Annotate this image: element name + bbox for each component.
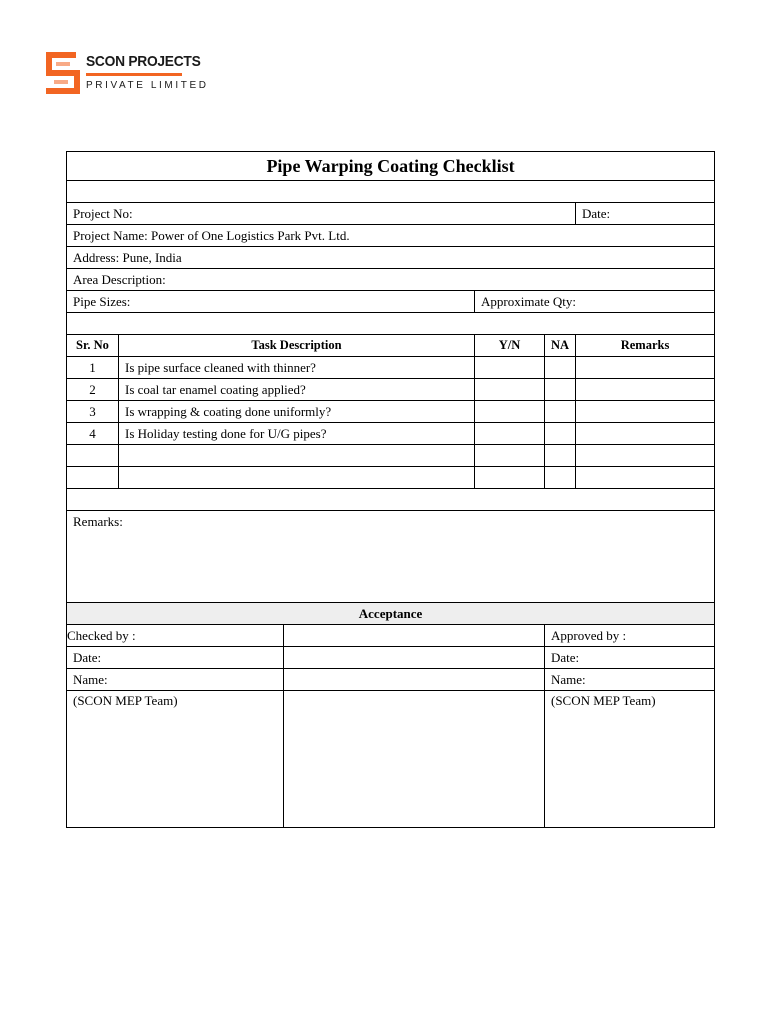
task-yn-cell[interactable] — [475, 467, 545, 489]
project-no-field[interactable]: Project No: — [67, 203, 576, 225]
task-description: Is Holiday testing done for U/G pipes? — [119, 423, 475, 445]
task-sr-no: 3 — [67, 401, 119, 423]
task-row — [67, 423, 715, 445]
approved-name-label: Name: — [545, 669, 715, 691]
project-name-field[interactable]: Project Name: Power of One Logistics Park Pvt. Ltd. — [67, 225, 715, 247]
task-description: Is pipe surface cleaned with thinner? — [119, 357, 475, 379]
company-logo — [46, 50, 209, 100]
task-na-cell[interactable] — [545, 379, 576, 401]
task-yn-cell[interactable] — [475, 423, 545, 445]
task-remarks-cell[interactable] — [576, 357, 715, 379]
approved-by-label: Approved by : — [545, 625, 715, 647]
task-remarks-cell[interactable] — [576, 401, 715, 423]
checklist-form — [66, 151, 715, 828]
col-header-sr-no: Sr. No — [67, 335, 119, 357]
task-remarks-cell[interactable] — [576, 467, 715, 489]
logo-company-name: SCON PROJECTS — [86, 53, 201, 70]
col-header-remarks: Remarks — [576, 335, 715, 357]
checked-name-label: Name: — [67, 669, 284, 691]
logo-subtitle: PRIVATE LIMITED — [86, 80, 209, 91]
task-na-cell[interactable] — [545, 423, 576, 445]
task-row — [67, 401, 715, 423]
task-na-cell[interactable] — [545, 357, 576, 379]
form-title: Pipe Warping Coating Checklist — [67, 152, 715, 181]
approved-date-label: Date: — [545, 647, 715, 669]
blank-row — [67, 181, 715, 203]
task-yn-cell[interactable] — [475, 401, 545, 423]
task-yn-cell[interactable] — [475, 357, 545, 379]
checked-by-label: Checked by : — [67, 625, 284, 647]
task-sr-no: 1 — [67, 357, 119, 379]
task-remarks-cell[interactable] — [576, 423, 715, 445]
task-yn-cell[interactable] — [475, 379, 545, 401]
remarks-field[interactable]: Remarks: — [67, 511, 715, 603]
task-na-cell[interactable] — [545, 445, 576, 467]
task-row — [67, 467, 715, 489]
blank-row — [67, 313, 715, 335]
task-sr-no: 2 — [67, 379, 119, 401]
area-description-field[interactable]: Area Description: — [67, 269, 715, 291]
task-sr-no — [67, 467, 119, 489]
task-yn-cell[interactable] — [475, 445, 545, 467]
task-description: Is coal tar enamel coating applied? — [119, 379, 475, 401]
checked-date-field[interactable] — [284, 647, 545, 669]
scon-logo-icon — [46, 52, 82, 94]
task-sr-no — [67, 445, 119, 467]
checked-name-field[interactable] — [284, 669, 545, 691]
approximate-qty-field[interactable]: Approximate Qty: — [475, 291, 715, 313]
checked-date-label: Date: — [67, 647, 284, 669]
col-header-yn: Y/N — [475, 335, 545, 357]
task-row — [67, 379, 715, 401]
col-header-task: Task Description — [119, 335, 475, 357]
logo-divider — [86, 73, 182, 76]
date-field[interactable]: Date: — [576, 203, 715, 225]
checker-team-block: (SCON MEP Team) — [67, 691, 284, 828]
checked-by-field[interactable] — [284, 625, 545, 647]
acceptance-header: Acceptance — [67, 603, 715, 625]
task-sr-no: 4 — [67, 423, 119, 445]
blank-row — [67, 489, 715, 511]
checker-signature-field[interactable] — [284, 691, 545, 828]
task-na-cell[interactable] — [545, 401, 576, 423]
task-na-cell[interactable] — [545, 467, 576, 489]
task-description — [119, 467, 475, 489]
task-remarks-cell[interactable] — [576, 445, 715, 467]
task-remarks-cell[interactable] — [576, 379, 715, 401]
col-header-na: NA — [545, 335, 576, 357]
task-description — [119, 445, 475, 467]
task-row — [67, 357, 715, 379]
pipe-sizes-field[interactable]: Pipe Sizes: — [67, 291, 475, 313]
address-field[interactable]: Address: Pune, India — [67, 247, 715, 269]
task-row — [67, 445, 715, 467]
task-description: Is wrapping & coating done uniformly? — [119, 401, 475, 423]
approver-team-block: (SCON MEP Team) — [545, 691, 715, 828]
